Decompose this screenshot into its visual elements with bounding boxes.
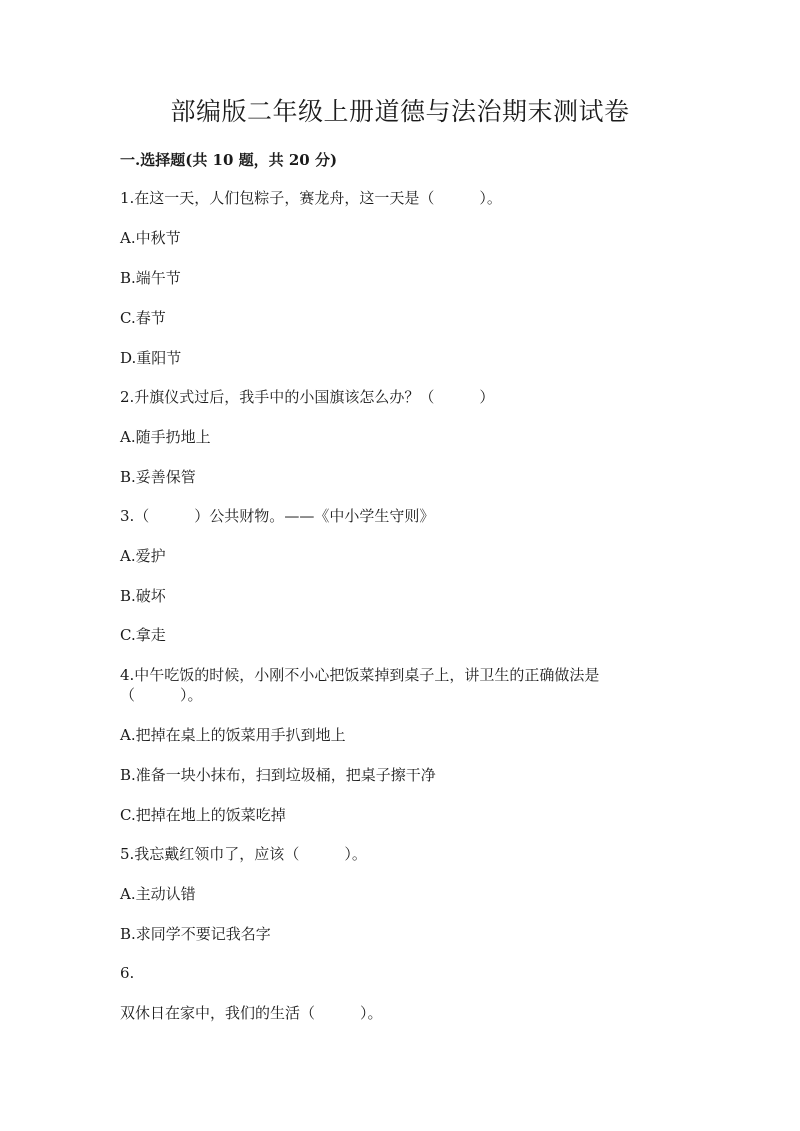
page-title: 部编版二年级上册道德与法治期末测试卷 xyxy=(170,97,630,126)
question-5-text: 5.我忘戴红领巾了，应该（ ）。 xyxy=(120,845,367,863)
question-2-option-b: B.妥善保管 xyxy=(120,468,196,486)
question-1-option-a: A.中秋节 xyxy=(120,229,181,247)
section-header: 一.选择题(共 10 题，共 20 分) xyxy=(120,151,338,169)
question-4-option-c: C.把掉在地上的饭菜吃掉 xyxy=(120,806,286,824)
question-4-option-b: B.准备一块小抹布，扫到垃圾桶，把桌子擦干净 xyxy=(120,766,436,784)
question-5-option-a: A.主动认错 xyxy=(120,885,196,903)
question-1-text: 1.在这一天，人们包粽子，赛龙舟，这一天是（ ）。 xyxy=(120,189,502,207)
question-3-option-a: A.爱护 xyxy=(120,547,166,565)
question-2-option-a: A.随手扔地上 xyxy=(120,428,211,446)
question-3-text: 3.（ ）公共财物。——《中小学生守则》 xyxy=(120,507,435,525)
question-4-option-a: A.把掉在桌上的饭菜用手扒到地上 xyxy=(120,726,346,744)
question-1-option-c: C.春节 xyxy=(120,309,166,327)
question-1-option-d: D.重阳节 xyxy=(120,349,182,367)
question-2-text: 2.升旗仪式过后，我手中的小国旗该怎么办？（ ） xyxy=(120,388,495,406)
question-6-text: 双休日在家中，我们的生活（ ）。 xyxy=(120,1004,383,1022)
question-4-text: 4.中午吃饭的时候，小刚不小心把饭菜掉到桌子上，讲卫生的正确做法是 xyxy=(120,666,600,684)
question-3-option-c: C.拿走 xyxy=(120,626,166,644)
question-6-number: 6. xyxy=(120,964,135,982)
question-4-text-continued: （ ）。 xyxy=(120,686,203,704)
question-3-option-b: B.破坏 xyxy=(120,587,166,605)
question-1-option-b: B.端午节 xyxy=(120,269,181,287)
question-5-option-b: B.求同学不要记我名字 xyxy=(120,925,271,943)
